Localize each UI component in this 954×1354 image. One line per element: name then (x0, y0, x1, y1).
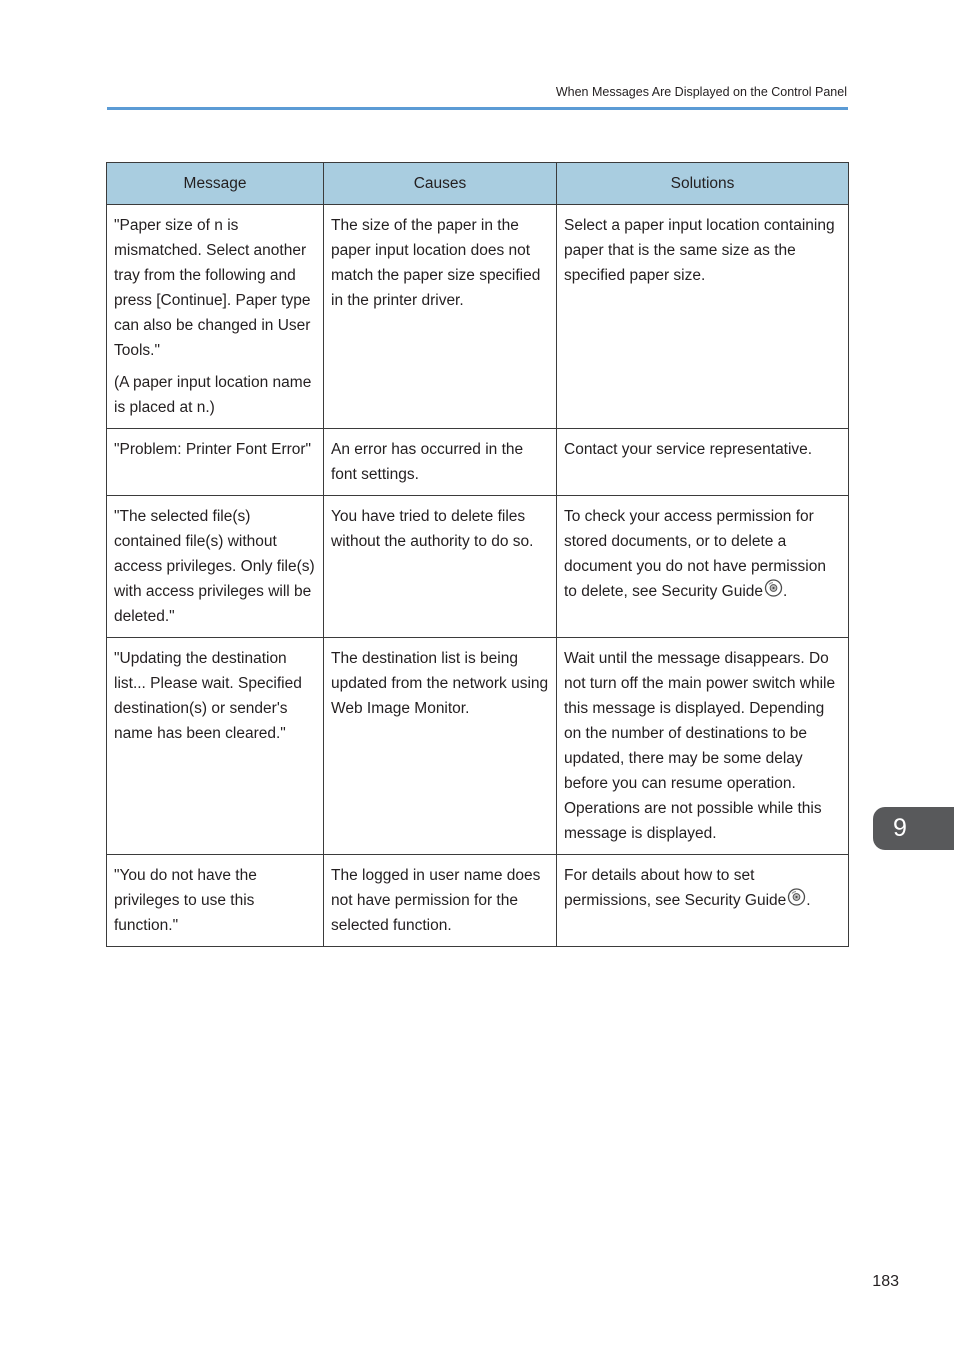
solution-cell (557, 855, 849, 947)
message-text: "Paper size of n is mismatched. Select another tray from the following and press [Continue]. Paper type can also be changed in User Tools." (114, 217, 311, 359)
disc-icon (787, 888, 806, 914)
cause-cell: You have tried to delete files without the authority to do so. (324, 496, 557, 638)
solution-cell: Wait until the message disappears. Do not turn off the main power switch while this message is displayed. Depending on the number of destinations to be updated, there may be some delay before you can resume operation. Operations are not possible while this message is displayed. (557, 638, 849, 855)
message-table (106, 162, 849, 947)
table-row (107, 205, 849, 429)
table-row (107, 855, 849, 947)
cause-cell: The logged in user name does not have permission for the selected function. (324, 855, 557, 947)
table-row (107, 638, 849, 855)
column-header-causes: Causes (324, 163, 557, 205)
cause-cell: An error has occurred in the font settings. (324, 429, 557, 496)
message-note: (A paper input location name is placed at n.) (114, 374, 312, 416)
solution-cell (557, 496, 849, 638)
cause-cell: The destination list is being updated from the network using Web Image Monitor. (324, 638, 557, 855)
page-number: 183 (872, 1273, 899, 1290)
solution-suffix: . (806, 892, 811, 909)
solution-cell: Contact your service representative. (557, 429, 849, 496)
table-row (107, 496, 849, 638)
solution-cell: Select a paper input location containing paper that is the same size as the specified paper size. (557, 205, 849, 429)
message-cell: "Updating the destination list... Please wait. Specified destination(s) or sender's name has been cleared." (107, 638, 324, 855)
column-header-solutions: Solutions (557, 163, 849, 205)
solution-text: To check your access permission for stored documents, or to delete a document you do not have permission to delete, see Security Guide (564, 508, 826, 600)
message-cell (107, 205, 324, 429)
column-header-message: Message (107, 163, 324, 205)
table-header-row (107, 163, 849, 205)
message-cell: "You do not have the privileges to use this function." (107, 855, 324, 947)
chapter-tab: 9 (873, 807, 954, 850)
cause-cell: The size of the paper in the paper input location does not match the paper size specified in the printer driver. (324, 205, 557, 429)
solution-suffix: . (783, 583, 788, 600)
solution-text: For details about how to set permissions, see Security Guide (564, 867, 787, 909)
table-row (107, 429, 849, 496)
disc-icon (764, 579, 783, 605)
header-rule (107, 107, 848, 110)
message-cell: "The selected file(s) contained file(s) without access privileges. Only file(s) with access privileges will be deleted." (107, 496, 324, 638)
message-cell: "Problem: Printer Font Error" (107, 429, 324, 496)
running-header: When Messages Are Displayed on the Control Panel (555, 85, 847, 99)
